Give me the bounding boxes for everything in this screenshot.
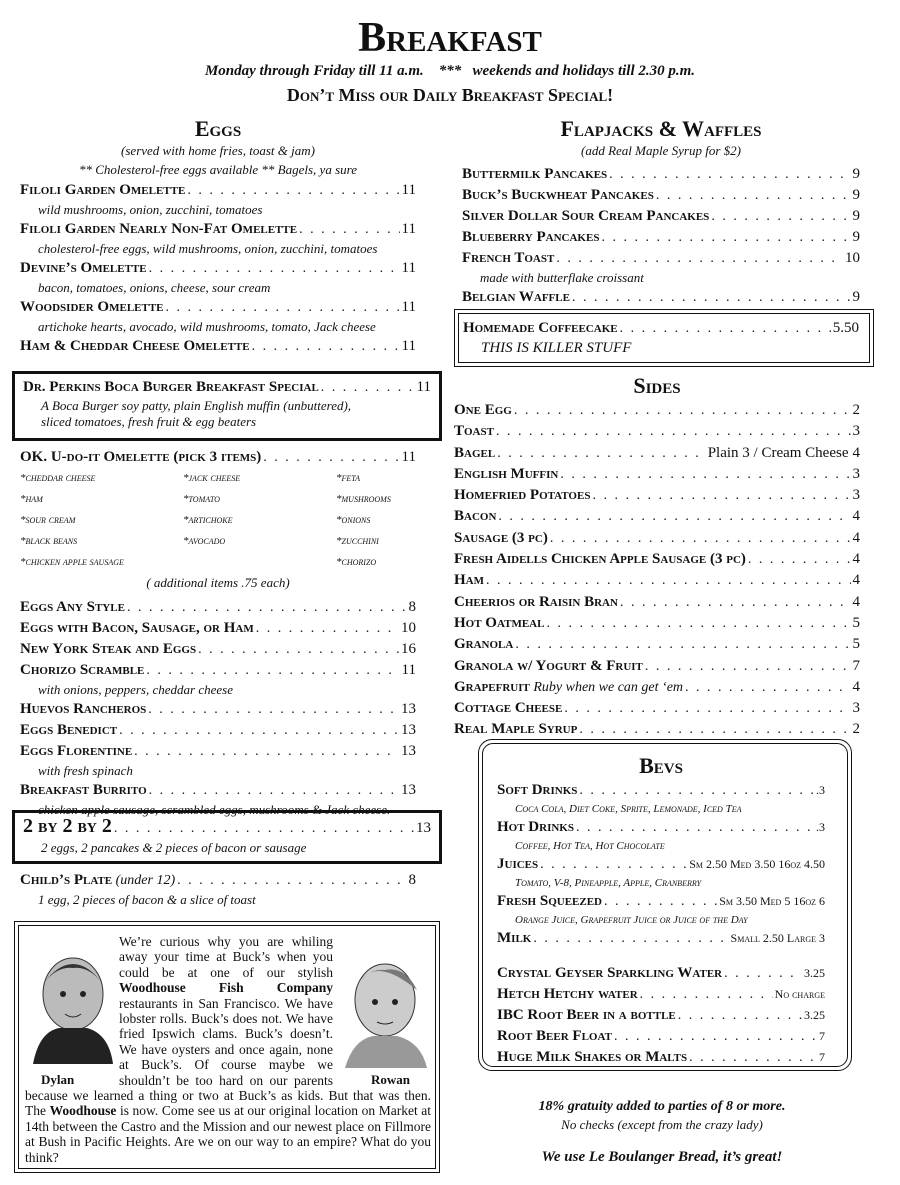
item-desc: artichoke hearts, avocado, wild mushrooms, tomato, Jack cheese bbox=[38, 319, 376, 334]
item-price: 4 bbox=[852, 678, 860, 695]
item-price: 10 bbox=[401, 620, 416, 636]
item-price: 7 bbox=[819, 1029, 825, 1043]
item-price: 13 bbox=[401, 743, 416, 759]
item-desc: made with butterflake croissant bbox=[480, 270, 644, 285]
flapjacks-subtitle: (add Real Maple Syrup for $2) bbox=[581, 143, 741, 158]
item-name: Cottage Cheese bbox=[454, 700, 563, 717]
menu-item bbox=[20, 258, 416, 297]
item-price: 7 bbox=[819, 1050, 825, 1064]
menu-item-row bbox=[20, 180, 416, 201]
item-name: Huge Milk Shakes or Malts bbox=[497, 1049, 688, 1065]
eggs-section bbox=[20, 116, 416, 357]
menu-item bbox=[497, 891, 825, 928]
udoit-option: *sour cream bbox=[20, 514, 76, 526]
rowan-label: Rowan bbox=[371, 1072, 411, 1087]
item-price: 2 bbox=[852, 402, 860, 418]
item-name: One Egg bbox=[454, 402, 512, 418]
menu-item-row bbox=[497, 963, 825, 984]
menu-item-row bbox=[454, 634, 860, 655]
item-name: Buttermilk Pancakes bbox=[462, 166, 608, 182]
menu-item-row bbox=[462, 185, 860, 206]
item-desc: chicken apple sausage, scrambled eggs, mushrooms & Jack cheese. bbox=[38, 802, 391, 817]
item-price: 9 bbox=[852, 166, 860, 182]
item-name: Homemade Coffeecake bbox=[463, 320, 618, 336]
udoit-section bbox=[20, 447, 416, 819]
menu-item bbox=[20, 699, 416, 720]
udoit-option: *avocado bbox=[183, 535, 226, 547]
item-price: 16 bbox=[401, 641, 416, 657]
menu-item-row bbox=[20, 699, 416, 720]
item-desc: A Boca Burger soy patty, plain English muffin (unbuttered), bbox=[41, 398, 352, 413]
item-price: 11 bbox=[401, 221, 416, 237]
item-name: Bagel bbox=[454, 444, 496, 461]
menu-item-row bbox=[454, 698, 860, 719]
item-note: (under 12) bbox=[115, 873, 176, 888]
menu-item bbox=[454, 592, 860, 613]
menu-item bbox=[497, 928, 825, 949]
flapjacks-title: Flapjacks & Waffles bbox=[560, 116, 762, 141]
menu-item-row bbox=[497, 891, 825, 912]
udoit-option: *ham bbox=[20, 493, 43, 505]
udoit-option: *zucchini bbox=[336, 535, 379, 547]
menu-header bbox=[0, 14, 900, 108]
menu-item-row bbox=[497, 1047, 825, 1068]
item-price: No charge bbox=[774, 987, 825, 1001]
menu-item-row bbox=[454, 719, 860, 740]
child-plate bbox=[20, 870, 416, 909]
menu-item bbox=[462, 206, 860, 227]
menu-item-row bbox=[454, 570, 860, 591]
item-name: Granola w/ Yogurt & Fruit bbox=[454, 657, 643, 674]
menu-item bbox=[497, 780, 825, 817]
menu-item-row bbox=[462, 206, 860, 227]
item-name: Belgian Waffle bbox=[462, 289, 570, 305]
item-name: Silver Dollar Sour Cream Pancakes bbox=[462, 208, 710, 224]
item-sub: Tomato, V-8, Pineapple, Apple, Cranberry bbox=[515, 877, 702, 889]
item-name: Milk bbox=[497, 930, 532, 946]
coffeecake-box bbox=[454, 309, 874, 367]
menu-item bbox=[20, 597, 416, 618]
item-name: Dr. Perkins Boca Burger Breakfast Special bbox=[23, 379, 319, 395]
item-price: 9 bbox=[852, 187, 860, 203]
menu-item bbox=[454, 613, 860, 634]
menu-item-row bbox=[20, 660, 416, 681]
udoit-option: *artichoke bbox=[183, 514, 233, 526]
item-price: 13 bbox=[401, 701, 416, 717]
menu-item-row bbox=[462, 164, 860, 185]
item-name: 2 by 2 by 2 bbox=[23, 815, 112, 837]
item-name: Eggs Any Style bbox=[20, 599, 125, 615]
menu-item bbox=[497, 817, 825, 854]
item-desc: wild mushrooms, onion, zucchini, tomatoes bbox=[38, 202, 263, 217]
menu-item bbox=[497, 1005, 825, 1026]
item-desc: sliced tomatoes, fresh fruit & egg beaters bbox=[41, 414, 257, 429]
menu-item-row bbox=[497, 1005, 825, 1026]
menu-item-row bbox=[20, 219, 416, 240]
item-price: 3.25 bbox=[804, 1008, 825, 1022]
item-name: Filoli Garden Omelette bbox=[20, 182, 186, 198]
menu-item bbox=[463, 318, 859, 339]
menu-item-row bbox=[462, 248, 860, 269]
page-title: Breakfast bbox=[358, 15, 542, 61]
item-price: 8 bbox=[408, 872, 416, 888]
flapjacks-section bbox=[462, 116, 860, 308]
item-price: 13 bbox=[416, 820, 431, 836]
hours-line: Monday through Friday till 11 a.m. *** weekends and holidays till 2.30 p.m. bbox=[204, 63, 696, 79]
item-name: Huevos Rancheros bbox=[20, 701, 147, 717]
eggs-list bbox=[20, 180, 416, 357]
menu-item bbox=[454, 528, 860, 549]
item-name: Woodsider Omelette bbox=[20, 299, 164, 315]
item-name: Hot Oatmeal bbox=[454, 614, 545, 631]
eggs-more-list bbox=[20, 597, 416, 819]
item-name: Bacon bbox=[454, 508, 497, 525]
bevs-list bbox=[497, 780, 825, 949]
udoit-option: *chicken apple sausage bbox=[20, 556, 124, 568]
item-name: Fresh Aidells Chicken Apple Sausage (3 pc) bbox=[454, 551, 746, 568]
menu-footer bbox=[462, 1097, 862, 1167]
item-name: OK. U-do-it Omelette (pick 3 items) bbox=[20, 449, 262, 465]
item-name: Crystal Geyser Sparkling Water bbox=[497, 965, 723, 981]
menu-item-row bbox=[20, 780, 416, 801]
item-price: 11 bbox=[401, 662, 416, 678]
item-price: .3 bbox=[816, 820, 825, 834]
sides-list bbox=[454, 400, 860, 741]
menu-item bbox=[23, 377, 431, 398]
dylan-label: Dylan bbox=[41, 1072, 75, 1087]
item-price: 2 bbox=[852, 721, 860, 738]
item-price: 3.25 bbox=[804, 966, 825, 980]
item-name: Granola bbox=[454, 636, 514, 653]
item-sub: Orange Juice, Grapefruit Juice or Juice of the Day bbox=[515, 914, 748, 926]
item-price: Small 2.50 Large 3 bbox=[730, 931, 825, 945]
item-name: Blueberry Pancakes bbox=[462, 229, 600, 245]
menu-item-row bbox=[454, 464, 860, 485]
menu-item bbox=[497, 854, 825, 891]
menu-item-row bbox=[497, 1026, 825, 1047]
item-desc: 2 eggs, 2 pancakes & 2 pieces of bacon or sausage bbox=[41, 840, 307, 855]
gratuity-note: 18% gratuity added to parties of 8 or more. bbox=[538, 1099, 786, 1114]
item-name: Toast bbox=[454, 423, 494, 440]
woodhouse-story-box bbox=[14, 921, 440, 1173]
menu-item bbox=[454, 634, 860, 655]
item-price: 13 bbox=[401, 782, 416, 798]
menu-item bbox=[497, 1047, 825, 1068]
story-text bbox=[25, 934, 431, 1165]
menu-item bbox=[454, 698, 860, 719]
menu-item bbox=[454, 485, 860, 506]
item-price: 4 bbox=[852, 529, 860, 546]
item-name: Homefried Potatoes bbox=[454, 487, 591, 504]
menu-item-row bbox=[20, 297, 416, 318]
story-brand: Woodhouse Fish Company bbox=[119, 980, 333, 996]
menu-item-row bbox=[454, 613, 860, 634]
story-para1: We’re curious why you are whiling away your time at Buck’s when you could be at one of our stylish bbox=[119, 934, 333, 980]
menu-item bbox=[20, 660, 416, 699]
item-extra: Plain 3 / Cream Cheese bbox=[707, 444, 849, 461]
menu-item bbox=[20, 720, 416, 741]
item-price: 9 bbox=[852, 208, 860, 224]
item-name: Ham bbox=[454, 572, 484, 589]
menu-item bbox=[454, 400, 860, 421]
bevs-title: Bevs bbox=[639, 753, 683, 778]
menu-item-row bbox=[454, 677, 860, 698]
item-price: 7 bbox=[852, 657, 860, 674]
sides-section bbox=[454, 372, 860, 741]
item-name: Sausage (3 pc) bbox=[454, 529, 548, 546]
two-by-two-box bbox=[12, 810, 442, 864]
item-price: 5 bbox=[852, 614, 860, 631]
udoit-option: *cheddar cheese bbox=[20, 472, 96, 484]
menu-item-row bbox=[454, 549, 860, 570]
menu-item bbox=[462, 164, 860, 185]
item-price: 11 bbox=[401, 449, 416, 465]
item-price: 11 bbox=[416, 379, 431, 395]
menu-item-row bbox=[462, 227, 860, 248]
menu-item bbox=[20, 219, 416, 258]
udoit-additional: ( additional items .75 each) bbox=[146, 575, 290, 590]
item-name: Hetch Hetchy water bbox=[497, 986, 638, 1002]
udoit-option: *tomato bbox=[183, 493, 220, 505]
story-para2: restaurants in San Francisco. We have lobster rolls. Buck’s does not. We have fried Ipswich clams. Buck’s doesn’t. We have oysters and once again, none at Buck’s. Of course maybe we shouldn’t be too hard on our parents because we learned a thing or two at Buck’s as kids. But that was then. The bbox=[25, 995, 431, 1119]
eggs-title: Eggs bbox=[194, 116, 242, 141]
item-price: 5.50 bbox=[832, 320, 859, 336]
menu-item-row bbox=[454, 528, 860, 549]
item-price: 13 bbox=[401, 722, 416, 738]
item-name: French Toast bbox=[462, 250, 555, 266]
menu-item bbox=[454, 719, 860, 740]
item-price: 8 bbox=[408, 599, 416, 615]
menu-item bbox=[462, 287, 860, 308]
item-desc: with fresh spinach bbox=[38, 763, 133, 778]
item-name: English Muffin bbox=[454, 465, 559, 482]
menu-item-row bbox=[454, 443, 860, 464]
sides-title: Sides bbox=[633, 373, 681, 398]
menu-item bbox=[454, 549, 860, 570]
menu-item bbox=[20, 297, 416, 336]
menu-item bbox=[454, 443, 860, 464]
item-price: 11 bbox=[401, 299, 416, 315]
udoit-option: *chorizo bbox=[336, 556, 377, 568]
item-sub: Coca Cola, Diet Coke, Sprite, Lemonade, Iced Tea bbox=[515, 803, 742, 815]
udoit-option: *feta bbox=[336, 472, 361, 484]
item-sub: Coffee, Hot Tea, Hot Chocolate bbox=[515, 840, 665, 852]
bread-note: We use Le Boulanger Bread, it’s great! bbox=[541, 1149, 783, 1165]
udoit-option bbox=[183, 552, 336, 573]
item-name: Fresh Squeezed bbox=[497, 893, 603, 909]
menu-item-row bbox=[20, 597, 416, 618]
menu-item-row bbox=[454, 506, 860, 527]
menu-item-row bbox=[20, 741, 416, 762]
item-name: Juices bbox=[497, 856, 539, 872]
menu-item-row bbox=[497, 780, 825, 801]
udoit-options bbox=[20, 468, 416, 573]
item-price: Sm 2.50 Med 3.50 16oz 4.50 bbox=[689, 857, 825, 871]
menu-item bbox=[20, 180, 416, 219]
item-price: 3 bbox=[852, 700, 860, 717]
menu-item-row bbox=[20, 618, 416, 639]
flapjacks-list bbox=[462, 164, 860, 308]
item-name: Grapefruit bbox=[454, 678, 530, 695]
menu-item bbox=[454, 656, 860, 677]
item-name: New York Steak and Eggs bbox=[20, 641, 197, 657]
menu-item bbox=[20, 870, 416, 891]
bevs-box bbox=[478, 739, 852, 1071]
item-price: 11 bbox=[401, 182, 416, 198]
udoit-option: *onions bbox=[336, 514, 371, 526]
menu-item-row bbox=[497, 854, 825, 875]
item-price: 3 bbox=[852, 487, 860, 504]
menu-item-row bbox=[497, 817, 825, 838]
menu-item bbox=[454, 677, 860, 698]
menu-item bbox=[462, 227, 860, 248]
item-name: IBC Root Beer in a bottle bbox=[497, 1007, 676, 1023]
item-name: Eggs Florentine bbox=[20, 743, 133, 759]
menu-item bbox=[20, 336, 416, 357]
menu-item-row bbox=[20, 720, 416, 741]
story-brand2: Woodhouse bbox=[49, 1103, 117, 1119]
menu-item bbox=[23, 816, 431, 839]
menu-item-row bbox=[20, 258, 416, 279]
item-price: 4 bbox=[852, 593, 860, 610]
item-price: 4 bbox=[852, 444, 860, 461]
item-name: Child’s Plate bbox=[20, 872, 113, 888]
item-name: Ham & Cheddar Cheese Omelette bbox=[20, 338, 250, 354]
boca-special-box bbox=[12, 371, 442, 441]
item-desc: with onions, peppers, cheddar cheese bbox=[38, 682, 233, 697]
item-price: 10 bbox=[845, 250, 860, 266]
menu-item-row bbox=[20, 639, 416, 660]
item-name: Filoli Garden Nearly Non-Fat Omelette bbox=[20, 221, 298, 237]
menu-item bbox=[497, 1026, 825, 1047]
item-price: 4 bbox=[852, 508, 860, 525]
menu-item bbox=[20, 741, 416, 780]
item-price: .3 bbox=[816, 783, 825, 797]
item-name: Eggs with Bacon, Sausage, or Ham bbox=[20, 620, 254, 636]
item-price: 4 bbox=[852, 551, 860, 568]
item-price: 9 bbox=[852, 229, 860, 245]
menu-item bbox=[20, 618, 416, 639]
story-para3: is now. Come see us at our original location on Market at 14th between the Castro and the Mission and our newest place on Fillmore at Bush in Pacific Heights. Are we on our way to an empire? What do you think? bbox=[25, 1103, 432, 1165]
item-price: Sm 3.50 Med 5 16oz 6 bbox=[719, 894, 825, 908]
menu-item bbox=[497, 963, 825, 984]
item-name: Chorizo Scramble bbox=[20, 662, 145, 678]
eggs-note: ** Cholesterol-free eggs available ** Bagels, ya sure bbox=[78, 162, 357, 177]
eggs-subtitle: (served with home fries, toast & jam) bbox=[121, 143, 315, 158]
item-price: 11 bbox=[401, 260, 416, 276]
menu-item-row bbox=[20, 336, 416, 357]
item-name: Breakfast Burrito bbox=[20, 782, 147, 798]
udoit-option: *black beans bbox=[20, 535, 78, 547]
menu-item-row bbox=[454, 421, 860, 442]
item-name: Root Beer Float bbox=[497, 1028, 612, 1044]
item-name: Devine’s Omelette bbox=[20, 260, 147, 276]
item-price: 3 bbox=[852, 465, 860, 482]
menu-item-row bbox=[462, 287, 860, 308]
bevs-list-2 bbox=[497, 963, 825, 1068]
item-name: Eggs Benedict bbox=[20, 722, 118, 738]
item-name: Real Maple Syrup bbox=[454, 721, 578, 738]
menu-item-row bbox=[454, 656, 860, 677]
item-price: 3 bbox=[852, 423, 860, 440]
item-desc: cholesterol-free eggs, wild mushrooms, onion, zucchini, tomatoes bbox=[38, 241, 378, 256]
item-name: Buck’s Buckwheat Pancakes bbox=[462, 187, 654, 203]
item-price: 11 bbox=[401, 338, 416, 354]
menu-item bbox=[462, 248, 860, 287]
menu-item-row bbox=[454, 592, 860, 613]
item-price: 4 bbox=[852, 572, 860, 589]
menu-item bbox=[20, 447, 416, 468]
menu-item-row bbox=[454, 400, 860, 421]
menu-item bbox=[462, 185, 860, 206]
menu-item bbox=[497, 984, 825, 1005]
menu-item-row bbox=[497, 928, 825, 949]
item-price: 5 bbox=[852, 636, 860, 653]
daily-special-line: Don’t Miss our Daily Breakfast Special! bbox=[286, 85, 614, 105]
menu-item bbox=[20, 639, 416, 660]
item-name: Cheerios or Raisin Bran bbox=[454, 593, 618, 610]
menu-item-row bbox=[497, 984, 825, 1005]
menu-item bbox=[454, 570, 860, 591]
item-desc: bacon, tomatoes, onions, cheese, sour cream bbox=[38, 280, 271, 295]
item-note: Ruby when we can get ‘em bbox=[533, 679, 684, 695]
item-price: 9 bbox=[852, 289, 860, 305]
item-name: Soft Drinks bbox=[497, 782, 578, 798]
menu-item-row bbox=[454, 485, 860, 506]
menu-item bbox=[454, 464, 860, 485]
item-desc: 1 egg, 2 pieces of bacon & a slice of toast bbox=[38, 892, 256, 907]
item-desc: THIS IS KILLER STUFF bbox=[481, 340, 632, 356]
menu-item bbox=[454, 421, 860, 442]
menu-item bbox=[454, 506, 860, 527]
checks-note: No checks (except from the crazy lady) bbox=[561, 1117, 763, 1132]
item-name: Hot Drinks bbox=[497, 819, 574, 835]
udoit-option: *mushrooms bbox=[336, 493, 391, 505]
udoit-option: *jack cheese bbox=[183, 472, 241, 484]
